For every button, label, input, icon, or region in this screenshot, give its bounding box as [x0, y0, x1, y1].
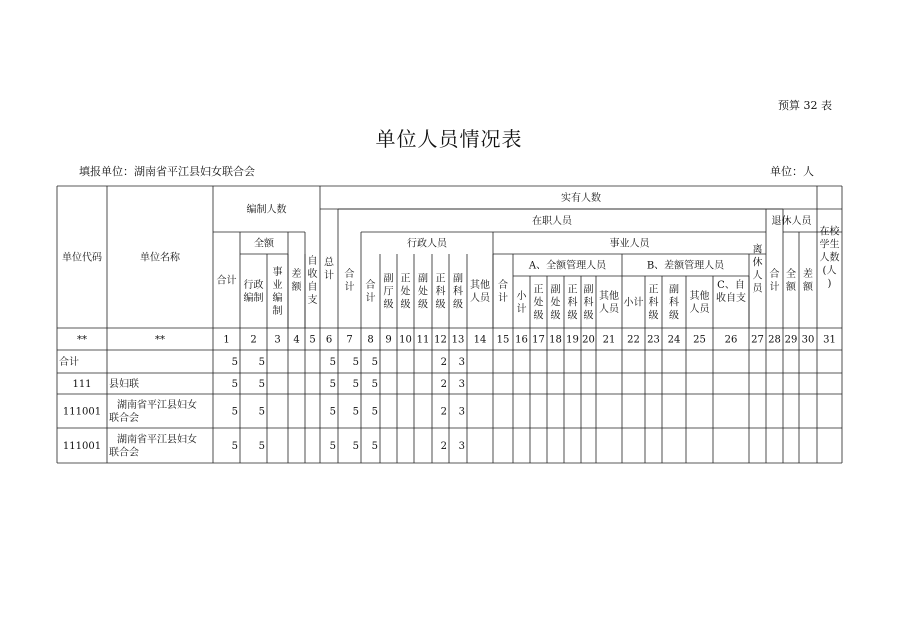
column-number: 2: [250, 334, 257, 346]
cell-value: 3: [458, 441, 465, 452]
header-bianzhi: 编制人数: [246, 204, 287, 216]
header-zhengke: 正: [435, 273, 446, 285]
header-a-zhengchu: 正: [533, 284, 544, 296]
header-b-zhengke: 级: [648, 310, 659, 322]
header-zaixiao: ): [827, 278, 832, 290]
header-zishou: 自: [307, 256, 318, 267]
header-zishou: 自: [307, 282, 318, 293]
column-number: 7: [346, 334, 353, 346]
header-zaixiao: 在校: [819, 226, 840, 238]
header-xingzheng-bianzhi: 编制: [243, 293, 264, 304]
column-number: 23: [647, 334, 660, 346]
column-number: 4: [293, 334, 300, 346]
column-number: 25: [693, 334, 706, 346]
form-number: 预算 32 表: [778, 99, 832, 112]
cell-value: 5: [231, 379, 238, 390]
header-zongji: 总: [324, 257, 334, 269]
header-shiye-renyuan: 事业人员: [609, 238, 650, 250]
header-zaizhi: 在职人员: [532, 216, 572, 227]
column-number: 19: [566, 334, 579, 346]
header-a-zhengchu: 级: [533, 310, 544, 322]
reporting-unit: 填报单位：湖南省平江县妇女联合会: [79, 165, 255, 178]
column-number: 5: [309, 334, 316, 346]
header-fuchu: 副: [418, 273, 428, 285]
header-zhengchu: 级: [400, 299, 411, 311]
header-tuixiu-cha-e: 额: [803, 282, 813, 293]
cell-value: 5: [231, 357, 238, 368]
cell-value: 5: [258, 441, 265, 452]
header-b-group: B、差额管理人员: [646, 260, 725, 272]
cell-value: 5: [329, 406, 336, 418]
header-a-fuchu: 级: [550, 310, 561, 322]
header-a-zhengke: 科: [567, 297, 578, 309]
header-a-xiaoji: 计: [516, 304, 527, 315]
header-lixiu: 离: [752, 244, 763, 256]
cell-value: 5: [371, 357, 378, 368]
column-number: 9: [385, 334, 392, 346]
header-unit-code: 单位代码: [62, 252, 102, 264]
header-b-fuke: 副: [669, 284, 679, 296]
cell-value: 2: [440, 406, 447, 418]
unit-name: 县妇联: [109, 379, 139, 390]
header-zaizhi-heji: 合: [344, 269, 355, 280]
header-shiye-heji: 合: [498, 280, 508, 291]
header-tuixiu-quan-e: 额: [786, 282, 796, 293]
cell-value: 5: [352, 357, 359, 368]
header-b-fuke: 科: [669, 297, 679, 309]
cell-value: 2: [440, 441, 447, 452]
cell-value: 5: [352, 379, 359, 390]
header-a-xiaoji: 小: [516, 291, 527, 302]
column-number: 8: [367, 334, 374, 346]
header-c-zishou: C、自: [717, 280, 745, 291]
header-b-xiaoji: 小计: [623, 297, 644, 309]
header-fuke: 科: [453, 286, 463, 298]
unit-name: 湖南省平江县妇女: [117, 434, 197, 446]
cell-value: 5: [371, 406, 378, 418]
header-quan-e: 全额: [254, 238, 274, 250]
cell-value: 5: [371, 379, 378, 390]
header-a-qita: 人员: [599, 304, 619, 315]
header-tuixiu-heji: 合: [769, 269, 780, 280]
column-number: 31: [823, 334, 836, 346]
column-number: 29: [784, 334, 798, 346]
header-zaixiao: 学生: [819, 239, 840, 251]
unit-code: 合计: [59, 357, 79, 368]
column-number: 14: [473, 334, 487, 346]
column-number: 30: [801, 334, 815, 346]
column-number: **: [77, 334, 87, 346]
cell-value: 3: [458, 379, 465, 390]
header-unit-name: 单位名称: [140, 252, 180, 264]
unit-name: 湖南省平江县妇女: [117, 400, 197, 411]
header-tuixiu: 退休人员: [771, 216, 812, 227]
header-shiye-bianzhi: 业: [272, 280, 283, 291]
cell-value: 5: [258, 379, 265, 390]
header-qita-xingzheng: 人员: [470, 293, 490, 304]
header-zaixiao: 人数: [819, 252, 840, 264]
header-futing: 级: [383, 299, 394, 311]
column-number: 27: [751, 334, 764, 346]
cell-value: 5: [329, 379, 336, 390]
header-shiye-bianzhi: 制: [272, 306, 283, 317]
column-number: 10: [399, 334, 412, 346]
cell-value: 5: [231, 441, 238, 452]
header-zhengke: 级: [435, 299, 446, 311]
header-a-zhengke: 正: [567, 284, 578, 296]
header-lixiu: 休: [752, 257, 763, 269]
header-a-zhengke: 级: [567, 310, 578, 322]
cell-value: 5: [352, 406, 359, 418]
cell-value: 5: [258, 406, 265, 418]
header-shiyou: 实有人数: [561, 193, 601, 204]
header-fuke: 级: [453, 299, 463, 311]
column-number: 1: [223, 334, 230, 346]
header-zaixiao: (人: [822, 265, 837, 277]
header-tuixiu-cha-e: 差: [803, 269, 813, 280]
column-number: 20: [582, 334, 595, 346]
header-lixiu: 员: [752, 283, 763, 295]
cell-value: 5: [371, 441, 378, 452]
header-b-qita: 人员: [689, 304, 710, 315]
header-xingzheng-bianzhi: 行政: [243, 280, 264, 291]
column-number: 15: [496, 334, 510, 346]
column-number: 26: [724, 334, 738, 346]
cell-value: 5: [258, 357, 265, 368]
column-number: 11: [416, 334, 430, 346]
cell-value: 2: [440, 357, 447, 368]
column-number: 21: [602, 334, 616, 346]
header-zhengchu: 正: [400, 273, 411, 285]
header-zishou: 支: [307, 295, 318, 306]
header-xingzheng-renyuan: 行政人员: [407, 238, 447, 250]
header-shiye-heji: 计: [498, 293, 508, 304]
header-a-qita: 其他: [599, 291, 619, 302]
header-futing: 厅: [383, 286, 394, 298]
column-number: 22: [627, 334, 640, 346]
unit-code: 111001: [62, 441, 102, 452]
header-shiye-bianzhi: 编: [272, 293, 283, 304]
header-zishou: 收: [307, 269, 318, 280]
column-number: 16: [515, 334, 528, 346]
measurement-unit: 单位：人: [770, 165, 814, 178]
cell-value: 5: [329, 357, 336, 368]
header-a-fuke: 副: [583, 284, 594, 296]
cell-value: 3: [458, 357, 465, 368]
header-xingzheng-heji: 合: [365, 280, 376, 291]
header-shiye-bianzhi: 事: [272, 267, 283, 278]
column-number: 28: [768, 334, 781, 346]
header-b-fuke: 级: [669, 310, 679, 322]
column-number: **: [155, 334, 165, 346]
header-lixiu: 人: [752, 270, 763, 282]
header-b-zhengke: 正: [648, 284, 659, 296]
header-a-zhengchu: 处: [533, 297, 544, 309]
header-b-zhengke: 科: [648, 297, 659, 309]
column-number: 17: [532, 334, 545, 346]
header-c-zishou: 收自支: [716, 293, 746, 304]
header-tuixiu-quan-e: 全: [786, 269, 796, 280]
header-a-group: A、全额管理人员: [528, 260, 607, 272]
header-qita-xingzheng: 其他: [470, 280, 490, 291]
header-fuchu: 级: [418, 299, 428, 311]
page-title: 单位人员情况表: [375, 127, 523, 151]
header-futing: 副: [383, 273, 394, 285]
column-number: 24: [667, 334, 681, 346]
header-zhengke: 科: [435, 286, 446, 298]
column-number: 3: [274, 334, 281, 346]
header-zaizhi-heji: 计: [344, 282, 355, 293]
cell-value: 5: [231, 406, 238, 418]
unit-code: 111: [72, 379, 92, 390]
header-cha-e: 额: [291, 282, 302, 293]
header-fuchu: 处: [418, 286, 428, 298]
column-number: 13: [451, 334, 465, 346]
column-number: 12: [434, 334, 447, 346]
cell-value: 3: [458, 406, 465, 418]
header-zhengchu: 处: [400, 286, 411, 298]
cell-value: 5: [352, 441, 359, 452]
header-a-fuchu: 处: [550, 297, 561, 309]
header-a-fuke: 级: [583, 310, 594, 322]
header-heji: 合计: [216, 275, 237, 287]
header-tuixiu-heji: 计: [769, 282, 780, 293]
unit-code: 111001: [62, 406, 102, 418]
header-b-qita: 其他: [689, 291, 710, 302]
column-number: 18: [549, 334, 562, 346]
cell-value: 5: [329, 441, 336, 452]
header-fuke: 副: [453, 273, 463, 285]
header-cha-e: 差: [291, 269, 302, 280]
cell-value: 2: [440, 379, 447, 390]
column-number: 6: [325, 334, 333, 346]
header-xingzheng-heji: 计: [365, 293, 376, 304]
unit-name: 联合会: [109, 413, 139, 424]
header-a-fuchu: 副: [550, 284, 561, 296]
header-a-fuke: 科: [583, 297, 594, 309]
unit-name: 联合会: [109, 447, 139, 459]
header-zongji: 计: [324, 270, 334, 282]
